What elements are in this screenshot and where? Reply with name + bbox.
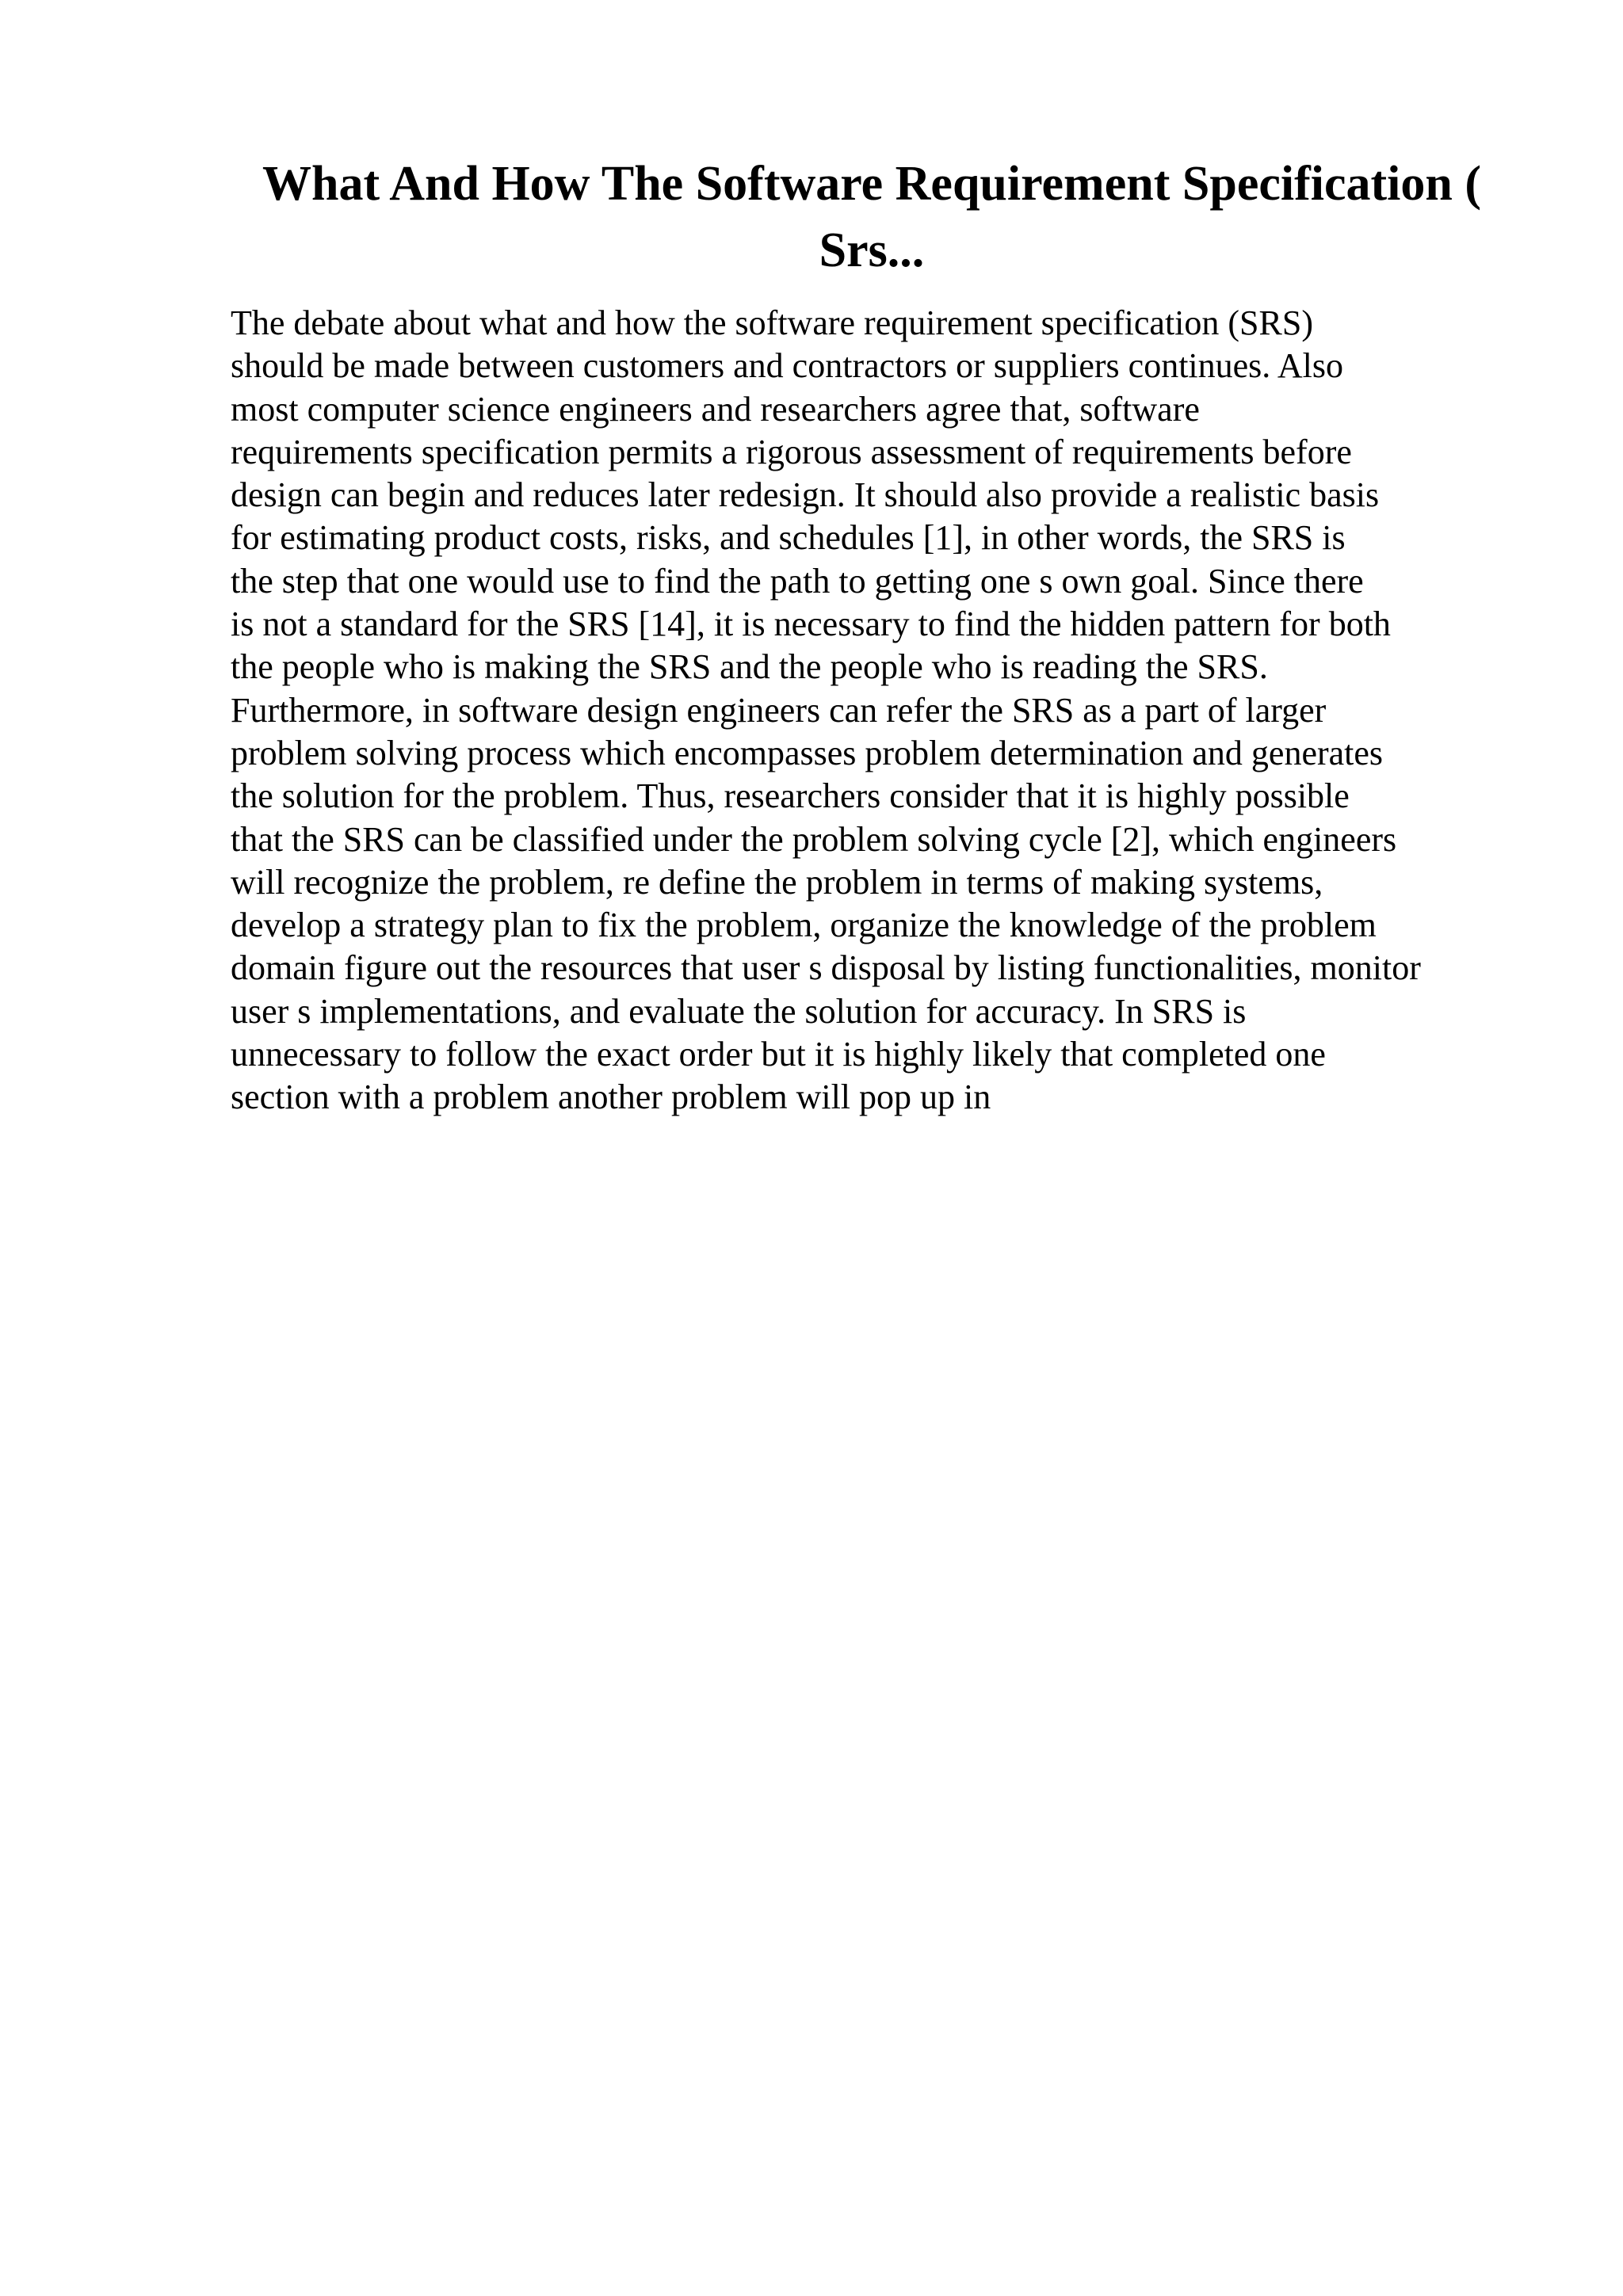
body-line: that the SRS can be classified under the problem solving cycle [2], which engineers [231,819,1397,859]
body-line: develop a strategy plan to fix the problem, organize the knowledge of the problem [231,906,1377,945]
title-line: What And How The Software Requirement Specification ( [262,157,1481,211]
body-line: should be made between customers and contractors or suppliers continues. Also [231,346,1344,386]
body-line: domain figure out the resources that user s disposal by listing functionalities, monitor [231,948,1421,988]
body-line: Furthermore, in software design engineers can refer the SRS as a part of larger [231,690,1327,730]
body-line: unnecessary to follow the exact order but it is highly likely that completed one [231,1035,1326,1074]
body-line: will recognize the problem, re define the problem in terms of making systems, [231,862,1323,902]
body-line: section with a problem another problem will pop up in [231,1077,991,1117]
body-line: user s implementations, and evaluate the solution for accuracy. In SRS is [231,991,1247,1031]
body-line: problem solving process which encompasses problem determination and generates [231,733,1384,772]
body-line: is not a standard for the SRS [14], it is necessary to find the hidden pattern for both [231,605,1391,644]
body-line: most computer science engineers and researchers agree that, software [231,389,1200,429]
title-line: Srs... [819,223,925,277]
body-line: The debate about what and how the software requirement specification (SRS) [231,303,1313,342]
body-line: for estimating product costs, risks, and schedules [1], in other words, the SRS is [231,518,1346,558]
body-line: design can begin and reduces later redesign. It should also provide a realistic basis [231,475,1380,515]
document-body [231,302,1421,1119]
body-line: requirements specification permits a rigorous assessment of requirements before [231,432,1352,471]
body-line: the people who is making the SRS and the people who is reading the SRS. [231,647,1268,687]
document-title [238,151,1506,284]
body-line: the solution for the problem. Thus, researchers consider that it is highly possible [231,776,1350,816]
body-line: the step that one would use to find the path to getting one s own goal. Since there [231,561,1364,601]
